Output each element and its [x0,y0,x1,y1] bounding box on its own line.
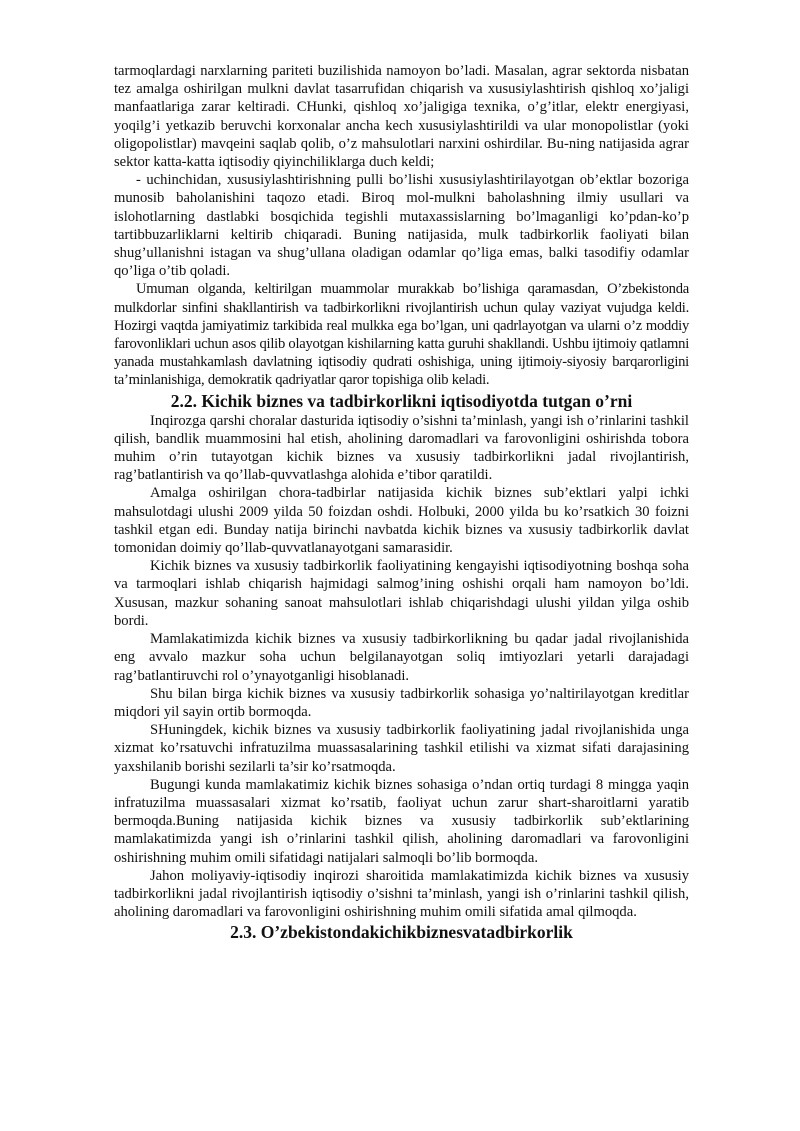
paragraph-2-2-5: Shu bilan birga kichik biznes va xususiy tadbirkorlik sohasiga yo’naltirilayotgan kreditlar miqdori yil sayin ortib bormoqda. [114,685,689,720]
document-page [114,62,689,943]
paragraph-2-2-7: Bugungi kunda mamlakatimiz kichik biznes sohasiga o’ndan ortiq turdagi 8 mingga yaqin infratuzilma muassasalari xizmat ko’rsatib, faoliyat uchun zarur shart-sharoitlarni yaratib bermoqda.Buning natijasida kichik biznes va xususiy tadbirkorlik sub’ektlarining mamlakatimizda yangi ish o’rinlarini tashkil qilish, aholining daromadlari va farovonligini oshirishning muhim omili sifatidagi natijalari salmoqli bo’lib bormoqda. [114,776,689,866]
section-heading-2-2: 2.2. Kichik biznes va tadbirkorlikni iqtisodiyotda tutgan o’rni [170,390,633,411]
paragraph-2-2-8: Jahon moliyaviy-iqtisodiy inqirozi sharoitida mamlakatimizda kichik biznes va xususiy tadbirkorlikni jadal rivojlantirish iqtisodiy o’sishni ta’minlash, yangi ish o’rinlarini tashkil qilish, aholining daromadlari va farovonligini oshirishning muhim omili sifatida amal qilmoqda. [114,867,689,921]
paragraph-intro-2: - uchinchidan, xususiylashtirishning pulli bo’lishi xususiylashtirilayotgan ob’ektlar bozoriga munosib baholanishini taqozo etadi. Biroq mol-mulkni baholashning ilmiy usullari va islohotlarning dastlabki bosqichida tegishli mutaxassislarning bo’lmaganligi ko’pdan-ko’p tartibbuzarliklarni keltirib chiqaradi. Buning natijasida, mulk tadbirkorlik faoliyati bilan shug’ullanishni istagan va shug’ullana oladigan odamlar qo’liga emas, balki tasodifiy odamlar qo’liga o’tib qoladi. [114,172,689,280]
paragraph-2-2-4: Mamlakatimizda kichik biznes va xususiy tadbirkorlikning bu qadar jadal rivojlanishida eng avvalo mazkur soha uchun belgilanayotgan soliq imtiyozlari yetarli darajadagi rag’batlantiruvchi rol o’ynayotganligi hisoblanadi. [114,631,689,684]
paragraph-2-2-3: Kichik biznes va xususiy tadbirkorlik faoliyatining kengayishi iqtisodiyotning boshqa soha va tarmoqlari ishlab chiqarish hajmidagi salmog’ining oshishi orqali ham namoyon bo’ldi. Xususan, mazkur sohaning sanoat mahsulotlari ishlab chiqarishdagi ulushi yildan yilga oshib bordi. [114,558,689,629]
paragraph-intro-3: Umuman olganda, keltirilgan muammolar murakkab bo’lishiga qaramasdan, O’zbekistonda mulkdorlar sinfini shakllantirish va tadbirkorlikni rivojlantirish uchun qulay vaziyat vujudga keldi. Hozirgi vaqtda jamiyatimiz tarkibida real mulkka ega bo’lgan, uni qadrlayotgan va ularni o’z moddiy farovonliklari uchun asos qilib olayotgan kishilarning katta guruhi shakllandi. Ushbu ijtimoiy qatlamni yanada mustahkamlash davlatning iqtisodiy qudrati oshishiga, uning ijtimoiy-siyosiy barqarorligini ta’minlanishiga, demokratik qadriyatlar qaror topishiga olib keladi. [114,281,689,389]
paragraph-2-2-6: SHuningdek, kichik biznes va xususiy tadbirkorlik faoliyatining jadal rivojlanishida unga xizmat ko’rsatuvchi infratuzilma muassasalarining tashkil etilishi va xizmat sifati darajasining yaxshilanib borishi sezilarli ta’sir ko’rsatmoqda. [114,722,689,775]
paragraph-intro-1: tarmoqlardagi narxlarning pariteti buzilishida namoyon bo’ladi. Masalan, agrar sektorda nisbatan tez amalga oshirilgan mulkni davlat tasarrufidan chiqarish va xususiylashtirish qishloq xo’jaligi manfaatlariga zarar keltiradi. CHunki, qishloq xo’jaligiga texnika, o’g’itlar, elektr energiyasi, yoqilg’i yetkazib beruvchi korxonalar ancha kech xususiylashtirildi va ular monopolistlar (yoki oligopolistlar) mavqeini saqlab qolib, o’z mahsulotlari narxini oshirdilar. Bu-ning natijasida agrar sektor katta-katta iqtisodiy qiyinchiliklarga duch keldi; [114,63,689,171]
section-heading-2-3: 2.3. O’zbekistondakichikbiznesvatadbirkorlik [230,922,573,943]
paragraph-2-2-1: Inqirozga qarshi choralar dasturida iqtisodiy o’sishni ta’minlash, yangi ish o’rinlarini tashkil qilish, bandlik muammosini hal etish, aholining daromadlari va farovonligini oshirishda tobora muhim o’rin tutayotgan kichik biznes va xususiy tadbirkorlikni jadal rivojlantirish, rag’batlantirish va qo’llab-quvvatlashga alohida e’tibor qaratildi. [114,412,689,484]
paragraph-2-2-2: Amalga oshirilgan chora-tadbirlar natijasida kichik biznes sub’ektlari yalpi ichki mahsulotdagi ulushi 2009 yilda 50 foizdan oshdi. Holbuki, 2000 yilda bu ko’rsatkich 30 foizni tashkil etgan edi. Bunday natija birinchi navbatda kichik biznes va xususiy tadbirkorlik davlat tomonidan doimiy qo’llab-quvvatlanayotgani samarasidir. [114,485,689,557]
